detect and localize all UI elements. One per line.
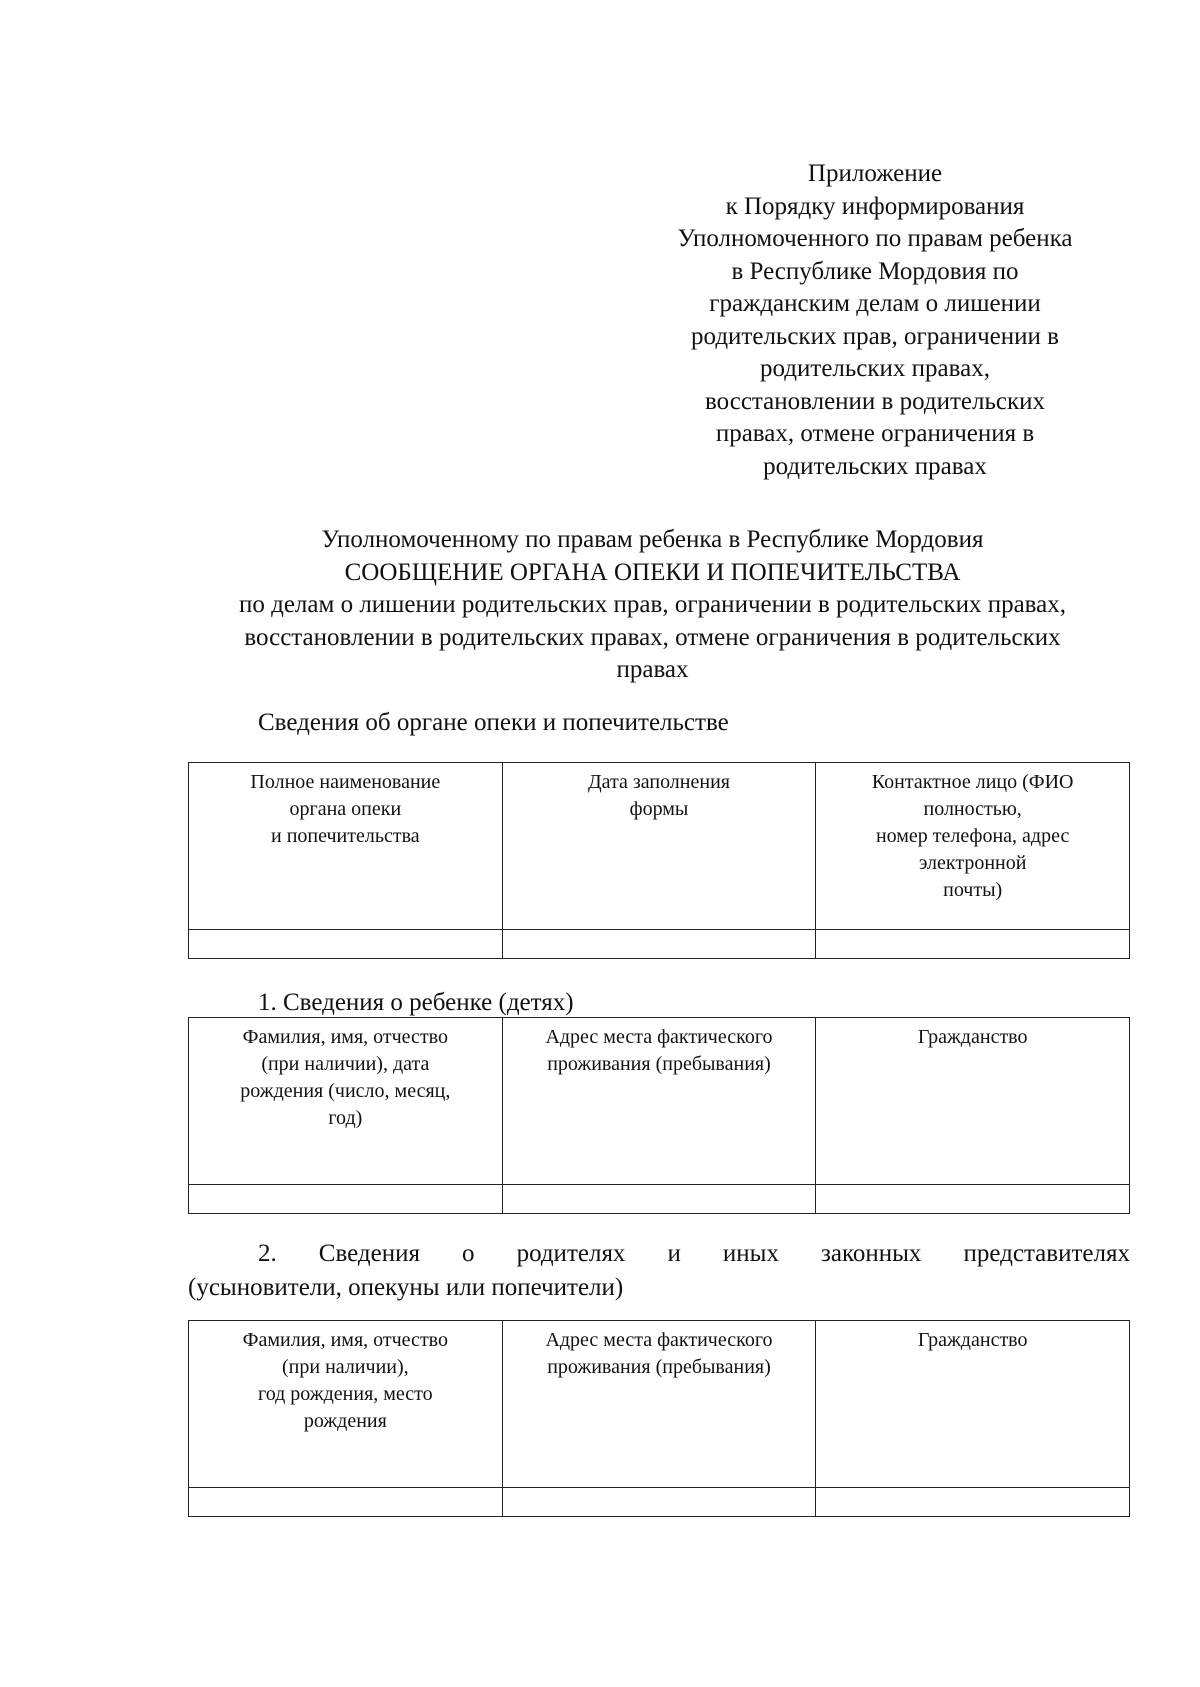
column-child-address: Адрес места фактического проживания (пребывания) bbox=[502, 1018, 816, 1185]
column-parent-name: Фамилия, имя, отчество (при наличии), год рождения, место рождения bbox=[189, 1321, 503, 1488]
document-heading bbox=[175, 524, 1130, 687]
table-cell[interactable] bbox=[816, 1185, 1130, 1214]
column-contact-person: Контактное лицо (ФИО полностью, номер телефона, адрес электронной почты) bbox=[816, 763, 1130, 930]
table-cell[interactable] bbox=[189, 1488, 503, 1517]
appendix-line: Уполномоченного по правам ребенка bbox=[677, 225, 1073, 252]
appendix-line: родительских прав, ограничении в bbox=[691, 322, 1059, 350]
table-cell[interactable] bbox=[816, 930, 1130, 959]
appendix-line: Приложение bbox=[807, 160, 943, 187]
parents-label-line-2: (усыновители, опекуны или попечители) bbox=[188, 1274, 624, 1301]
table-cell[interactable] bbox=[816, 1488, 1130, 1517]
table-cell[interactable] bbox=[502, 1185, 816, 1214]
organ-section-label: Сведения об органе опеки и попечительстве bbox=[258, 709, 729, 736]
subtitle-line: восстановлении в родительских правах, отмене ограничения в родительских bbox=[244, 623, 1061, 651]
document-title: СООБЩЕНИЕ ОРГАНА ОПЕКИ И ПОПЕЧИТЕЛЬСТВА bbox=[344, 558, 961, 586]
table-cell[interactable] bbox=[189, 1185, 503, 1214]
column-parent-citizenship: Гражданство bbox=[816, 1321, 1130, 1488]
child-table bbox=[188, 1017, 1130, 1214]
table-header-row bbox=[189, 763, 1130, 930]
column-child-citizenship: Гражданство bbox=[816, 1018, 1130, 1185]
subtitle-line: по делам о лишении родительских прав, ограничении в родительских правах, bbox=[238, 591, 1066, 618]
appendix-line: в Республике Мордовия по bbox=[731, 257, 1019, 285]
appendix-line: восстановлении в родительских bbox=[704, 387, 1046, 415]
parents-table bbox=[188, 1320, 1130, 1517]
subtitle-line: правах bbox=[616, 656, 689, 683]
addressee: Уполномоченному по правам ребенка в Республике Мордовия bbox=[321, 526, 984, 553]
table-header-row bbox=[189, 1321, 1130, 1488]
appendix-line: родительских правах, bbox=[760, 355, 990, 382]
column-parent-address: Адрес места фактического проживания (пребывания) bbox=[502, 1321, 816, 1488]
appendix-line: правах, отмене ограничения в bbox=[715, 420, 1035, 447]
column-full-name: Полное наименование органа опеки и попечительства bbox=[189, 763, 503, 930]
child-section-label: 1. Сведения о ребенке (детях) bbox=[258, 989, 574, 1016]
appendix-line: родительских правах bbox=[763, 452, 987, 480]
table-row bbox=[189, 1185, 1130, 1214]
parents-label-line-1: 2. Сведения о родителях и иных законных представителях bbox=[258, 1240, 1130, 1267]
table-cell[interactable] bbox=[502, 930, 816, 959]
organ-table bbox=[188, 762, 1130, 959]
parents-section-label bbox=[188, 1237, 1130, 1305]
table-cell[interactable] bbox=[502, 1488, 816, 1517]
appendix-line: к Порядку информирования bbox=[725, 192, 1025, 220]
appendix-line: гражданским делам о лишении bbox=[709, 290, 1041, 317]
table-row bbox=[189, 1488, 1130, 1517]
table-cell[interactable] bbox=[189, 930, 503, 959]
table-header-row bbox=[189, 1018, 1130, 1185]
table-row bbox=[189, 930, 1130, 959]
column-child-name: Фамилия, имя, отчество (при наличии), дата рождения (число, месяц, год) bbox=[189, 1018, 503, 1185]
column-fill-date: Дата заполнения формы bbox=[502, 763, 816, 930]
appendix-block bbox=[640, 158, 1110, 483]
